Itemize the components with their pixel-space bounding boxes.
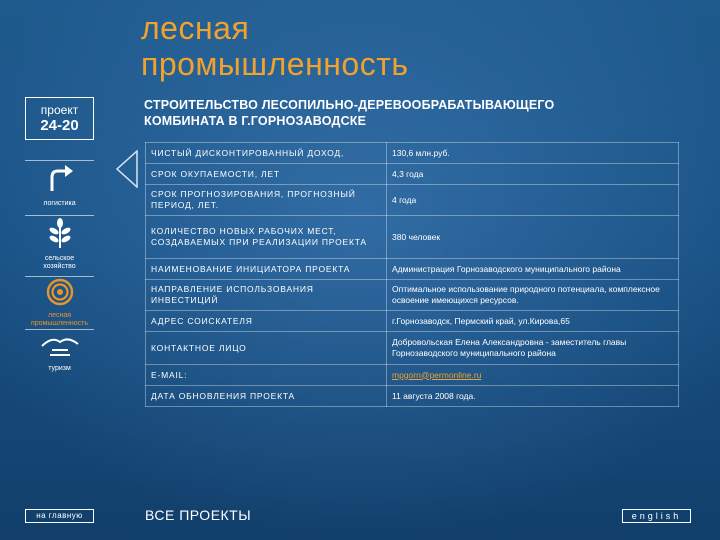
- pointer-arrow-icon: [116, 150, 138, 188]
- table-row: [146, 185, 679, 216]
- row-label: КОНТАКТНОЕ ЛИЦО: [146, 332, 387, 365]
- row-value: 130,6 млн.руб.: [387, 143, 679, 164]
- turn-arrow-icon: [40, 161, 80, 195]
- page-title-line2: промышленность: [141, 46, 409, 82]
- row-value: Оптимальное использование природного потенциала, комплексное освоение имеющихся ресурсов.: [387, 280, 679, 311]
- table-row: [146, 259, 679, 280]
- table-row: [146, 164, 679, 185]
- row-value: 4,3 года: [387, 164, 679, 185]
- row-label: ЧИСТЫЙ ДИСКОНТИРОВАННЫЙ ДОХОД,: [146, 143, 387, 164]
- sidebar-item-tourism[interactable]: [25, 329, 94, 374]
- sidebar-item-label: сельское: [44, 255, 75, 262]
- table-row: [146, 280, 679, 311]
- row-label: НАИМЕНОВАНИЕ ИНИЦИАТОРА ПРОЕКТА: [146, 259, 387, 280]
- project-info-table: [145, 142, 679, 407]
- sidebar-item-label: лесная: [47, 312, 72, 319]
- project-heading-line2: КОМБИНАТА В Г.ГОРНОЗАВОДСКЕ: [144, 114, 367, 128]
- table-row: [146, 311, 679, 332]
- sidebar-item-agriculture[interactable]: [25, 215, 94, 271]
- row-label: АДРЕС СОИСКАТЕЛЯ: [146, 311, 387, 332]
- sidebar-item-label: хозяйство: [43, 263, 76, 270]
- project-heading: [144, 97, 664, 129]
- email-link[interactable]: mpgorn@permonline.ru: [392, 369, 482, 380]
- row-value: г.Горнозаводск, Пермский край, ул.Кирова,65: [387, 311, 679, 332]
- row-label: E-MAIL:: [146, 365, 387, 386]
- row-label: СРОК ОКУПАЕМОСТИ, ЛЕТ: [146, 164, 387, 185]
- project-label: проект: [40, 103, 79, 117]
- project-number-box: [25, 97, 94, 140]
- row-label: ДАТА ОБНОВЛЕНИЯ ПРОЕКТА: [146, 386, 387, 407]
- project-heading-line1: СТРОИТЕЛЬСТВО ЛЕСОПИЛЬНО-ДЕРЕВООБРАБАТЫВАЮЩЕГО: [144, 98, 555, 112]
- sidebar-item-label: логистика: [43, 200, 76, 207]
- row-value: Администрация Горнозаводского муниципального района: [387, 259, 679, 280]
- sidebar-item-forest-industry[interactable]: [25, 276, 94, 327]
- mountain-icon: [38, 330, 82, 360]
- project-number: 24-20: [40, 117, 79, 134]
- row-label: НАПРАВЛЕНИЕ ИСПОЛЬЗОВАНИЯ ИНВЕСТИЦИЙ: [146, 280, 387, 311]
- english-language-button[interactable]: english: [622, 509, 691, 523]
- tree-rings-icon: [40, 277, 80, 307]
- row-value: Добровольская Елена Александровна - заместитель главы Горнозаводского муниципального района: [387, 332, 679, 365]
- plant-icon: [40, 216, 80, 250]
- page-title: [141, 10, 561, 82]
- table-row: [146, 365, 679, 386]
- table-row: [146, 143, 679, 164]
- row-label: СРОК ПРОГНОЗИРОВАНИЯ, ПРОГНОЗНЫЙ ПЕРИОД, ЛЕТ.: [146, 185, 387, 216]
- sidebar-item-label: туризм: [48, 365, 71, 372]
- table-row: [146, 386, 679, 407]
- all-projects-link[interactable]: ВСЕ ПРОЕКТЫ: [145, 507, 252, 523]
- table-row: [146, 216, 679, 259]
- home-button[interactable]: на главную: [25, 509, 94, 523]
- row-value: 11 августа 2008 года.: [387, 386, 679, 407]
- row-value: [387, 365, 679, 386]
- row-label: КОЛИЧЕСТВО НОВЫХ РАБОЧИХ МЕСТ, СОЗДАВАЕМЫХ ПРИ РЕАЛИЗАЦИИ ПРОЕКТА: [146, 216, 387, 259]
- page-title-line1: лесная: [141, 10, 250, 46]
- row-value: 4 года: [387, 185, 679, 216]
- sidebar-item-logistics[interactable]: [25, 160, 94, 210]
- sidebar-item-label: промышленность: [31, 320, 88, 327]
- row-value: 380 человек: [387, 216, 679, 259]
- table-row: [146, 332, 679, 365]
